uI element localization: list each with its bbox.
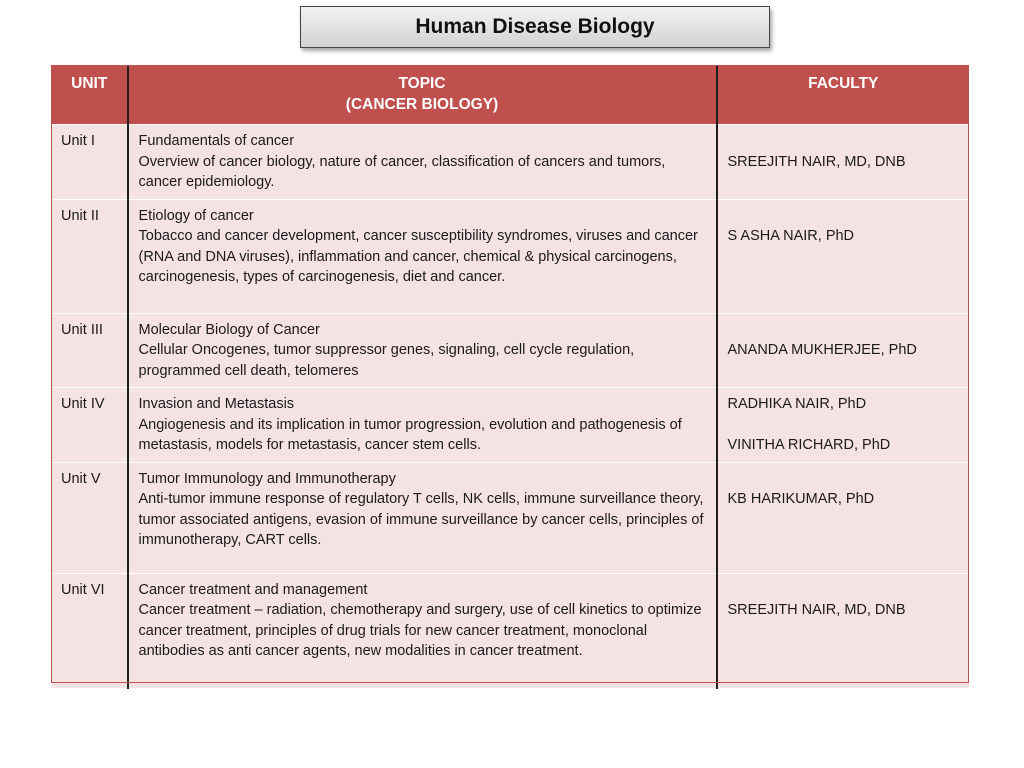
unit-cell: Unit IV	[52, 388, 128, 463]
faculty-name: SREEJITH NAIR, MD, DNB	[727, 153, 906, 170]
page-title: Human Disease Biology	[300, 6, 770, 48]
header-faculty: FACULTY	[717, 66, 970, 125]
topic-description: Cancer treatment – radiation, chemotherapy and surgery, use of cell kinetics to optimize cancer treatment, principles of drug trials for new cancer treatment, monoclonal antibodies as anti cancer agents, new modalities in cancer treatment.	[138, 602, 702, 659]
faculty-name: ANANDA MUKHERJEE, PhD	[727, 342, 917, 358]
faculty-cell	[717, 313, 970, 388]
unit-cell: Unit III	[52, 313, 128, 388]
faculty-name: KB HARIKUMAR, PhD	[727, 491, 875, 507]
header-topic-sublabel: (CANCER BIOLOGY)	[345, 95, 499, 113]
topic-cell	[128, 573, 717, 688]
faculty-cell	[717, 199, 970, 313]
topic-description: Angiogenesis and its implication in tumor progression, evolution and pathogenesis of metastasis, models for metastasis, cancer stem cells.	[138, 416, 682, 453]
table-row	[52, 573, 970, 688]
table-header-row	[52, 66, 970, 125]
faculty-cell	[717, 388, 970, 463]
faculty-name: SREEJITH NAIR, MD, DNB	[727, 602, 906, 618]
topic-cell	[128, 462, 717, 573]
table-row	[52, 462, 970, 573]
topic-title: Etiology of cancer	[138, 207, 254, 224]
topic-title: Fundamentals of cancer	[138, 133, 295, 149]
topic-title: Molecular Biology of Cancer	[138, 321, 320, 338]
header-unit: UNIT	[52, 66, 128, 125]
table-row	[52, 313, 970, 388]
topic-description: Anti-tumor immune response of regulatory T cells, NK cells, immune surveillance theory, tumor associated antigens, evasion of immune surveillance by cancer cells, principles of immunotherapy, CART cells.	[138, 491, 704, 548]
header-topic-label: TOPIC	[398, 75, 446, 92]
table-row	[52, 125, 970, 200]
unit-cell: Unit I	[52, 125, 128, 200]
topic-cell	[128, 125, 717, 200]
unit-cell: Unit V	[52, 462, 128, 573]
table-row	[52, 199, 970, 313]
topic-description: Tobacco and cancer development, cancer susceptibility syndromes, viruses and cancer (RNA and DNA viruses), inflammation and cancer, chemical & physical carcinogens, carcinogenesis, types of carcinogenesis, diet and cancer.	[138, 228, 698, 285]
topic-description: Cellular Oncogenes, tumor suppressor genes, signaling, cell cycle regulation, programmed cell death, telomeres	[138, 342, 635, 379]
topic-cell	[128, 313, 717, 388]
topic-title: Tumor Immunology and Immunotherapy	[138, 470, 396, 487]
topic-cell	[128, 199, 717, 313]
faculty-name: S ASHA NAIR, PhD	[727, 228, 855, 244]
topic-title: Cancer treatment and management	[138, 581, 368, 598]
table-row	[52, 388, 970, 463]
course-table	[51, 65, 970, 689]
topic-cell	[128, 388, 717, 463]
topic-description: Overview of cancer biology, nature of cancer, classification of cancers and tumors, cancer epidemiology.	[138, 153, 666, 190]
unit-cell: Unit II	[52, 199, 128, 313]
topic-title: Invasion and Metastasis	[138, 396, 295, 412]
faculty-name: VINITHA RICHARD, PhD	[727, 437, 891, 453]
faculty-cell	[717, 462, 970, 573]
faculty-name: RADHIKA NAIR, PhD	[727, 396, 867, 412]
faculty-cell	[717, 125, 970, 200]
header-topic	[128, 66, 717, 125]
unit-cell: Unit VI	[52, 573, 128, 688]
faculty-cell	[717, 573, 970, 688]
